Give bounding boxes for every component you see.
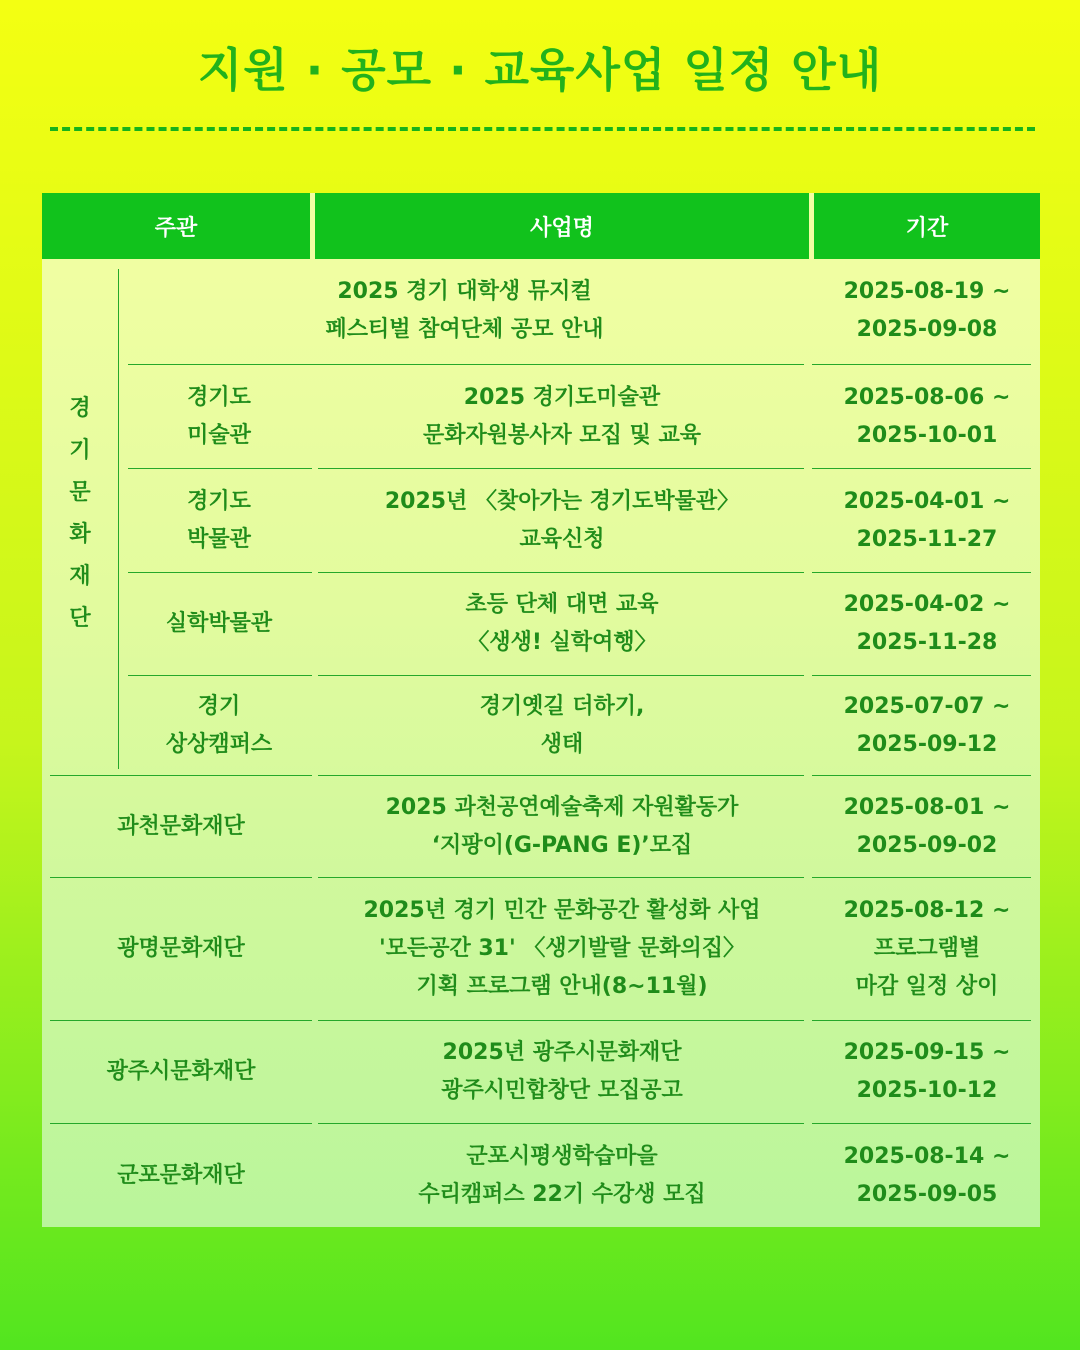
row-9-org: 군포문화재단 bbox=[117, 1162, 245, 1188]
header-org: 주관 bbox=[42, 193, 310, 259]
row-3-name: 2025년 〈찾아가는 경기도박물관〉 교육신청 bbox=[384, 488, 740, 552]
row-1-period: 2025-08-19 ~ 2025-09-08 bbox=[843, 279, 1011, 342]
row-4-name: 초등 단체 대면 교육 〈생생! 실학여행〉 bbox=[465, 592, 659, 655]
row-9-name: 군포시평생학습마을 수리캠퍼스 22기 수강생 모집 bbox=[418, 1143, 706, 1207]
row-1-name: 2025 경기 대학생 뮤지컬 페스티벌 참여단체 공모 안내 bbox=[325, 279, 604, 342]
dashed-divider bbox=[50, 127, 1035, 131]
row-5-org: 경기 상상캠퍼스 bbox=[165, 693, 273, 757]
row-4-org: 실학박물관 bbox=[165, 611, 273, 636]
row-2-name: 2025 경기도미술관 문화자원봉사자 모집 및 교육 bbox=[422, 384, 701, 448]
row-6-period: 2025-08-01 ~ 2025-09-02 bbox=[843, 794, 1011, 858]
row-3-period: 2025-04-01 ~ 2025-11-27 bbox=[843, 488, 1011, 552]
row-2-period: 2025-08-06 ~ 2025-10-01 bbox=[843, 384, 1011, 448]
row-4-period: 2025-04-02 ~ 2025-11-28 bbox=[843, 592, 1011, 655]
row-7-org: 광명문화재단 bbox=[117, 936, 245, 961]
row-7-name: 2025년 경기 민간 문화공간 활성화 사업 '모든공간 31' 〈생기발랄 문화의집〉 기획 프로그램 안내(8~11월) bbox=[363, 898, 761, 999]
row-8-org: 광주시문화재단 bbox=[106, 1059, 256, 1084]
row-8-period: 2025-09-15 ~ 2025-10-12 bbox=[843, 1040, 1011, 1103]
schedule-table bbox=[42, 193, 1040, 1227]
row-3-org: 경기도 박물관 bbox=[187, 488, 251, 552]
page-title: 지원 · 공모 · 교육사업 일정 안내 bbox=[197, 43, 883, 97]
row-2-org: 경기도 미술관 bbox=[187, 384, 251, 448]
group-label-gyeonggi: 경 기 문 화 재 단 bbox=[69, 396, 91, 631]
group-divider bbox=[118, 269, 119, 769]
header-period: 기간 bbox=[814, 193, 1040, 259]
row-6-org: 과천문화재단 bbox=[117, 813, 245, 839]
header-name: 사업명 bbox=[315, 193, 809, 259]
row-6-name: 2025 과천공연예술축제 자원활동가 ‘지팡이(G-PANG E)’모집 bbox=[385, 794, 739, 858]
row-5-name: 경기옛길 더하기, 생태 bbox=[479, 693, 645, 757]
row-9-period: 2025-08-14 ~ 2025-09-05 bbox=[843, 1143, 1011, 1207]
row-5-period: 2025-07-07 ~ 2025-09-12 bbox=[843, 693, 1011, 757]
row-8-name: 2025년 광주시문화재단 광주시민합창단 모집공고 bbox=[441, 1040, 683, 1103]
row-7-period: 2025-08-12 ~ 프로그램별 마감 일정 상이 bbox=[843, 898, 1011, 999]
